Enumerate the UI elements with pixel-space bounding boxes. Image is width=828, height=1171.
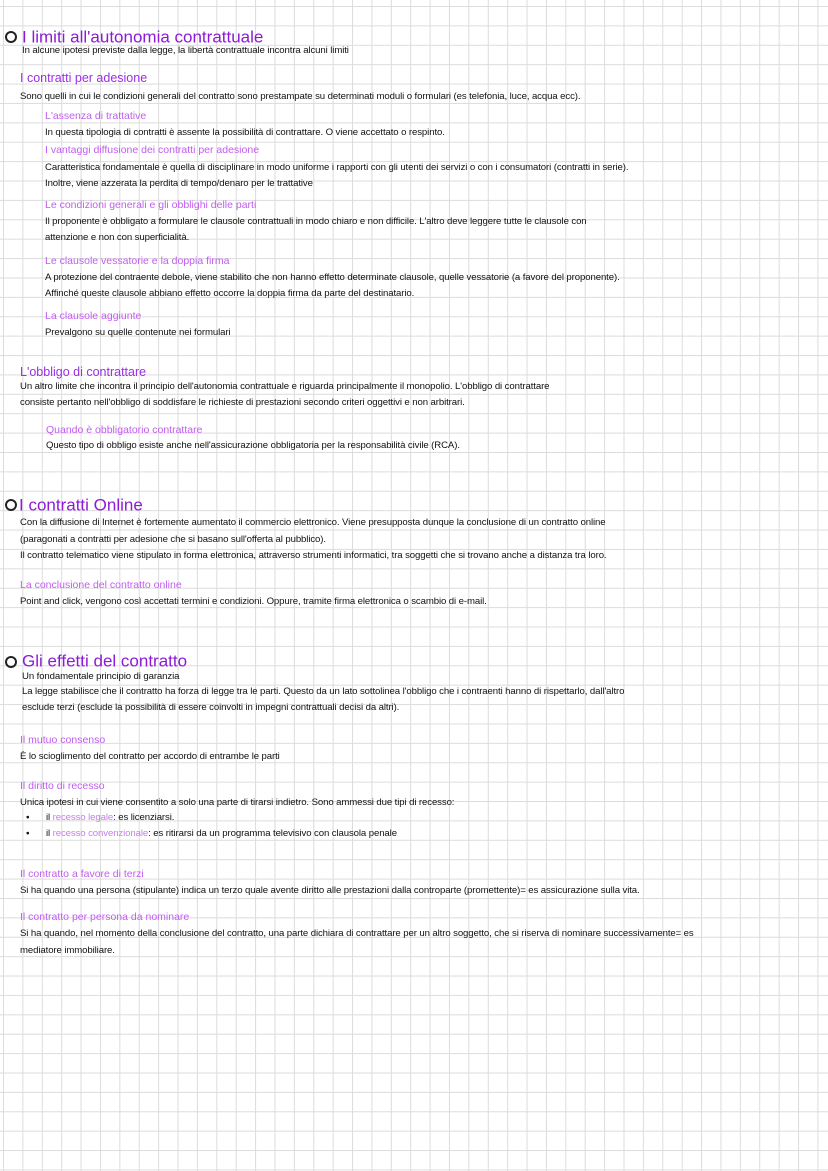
paragraph: La legge stabilisce che il contratto ha forza di legge tra le parti. Questo da un lato sottolinea l'obbligo che i contraenti hanno di rispettarlo, dall'altro — [22, 686, 625, 698]
subsection-heading: La conclusione del contratto online — [20, 578, 182, 591]
bullet-dot-icon: • — [26, 828, 30, 840]
section-bullet-icon — [5, 656, 17, 668]
paragraph: Affinché queste clausole abbiano effetto occorre la doppia firma da parte del destinatario. — [45, 288, 415, 300]
paragraph: Il contratto telematico viene stipulato in forma elettronica, attraverso strumenti informatici, tra soggetti che si trovano anche a distanza tra loro. — [20, 550, 607, 562]
paragraph: Unica ipotesi in cui viene consentito a solo una parte di tirarsi indietro. Sono ammessi due tipi di recesso: — [20, 797, 455, 809]
paragraph: A protezione del contraente debole, viene stabilito che non hanno effetto determinate clausole, quelle vessatorie (a favore del proponente). — [45, 272, 620, 284]
list-item — [46, 829, 397, 839]
subsection-heading: Il mutuo consenso — [20, 733, 106, 746]
bullet-rest: : es licenziarsi. — [113, 812, 175, 824]
bullet-term: recesso convenzionale — [52, 828, 149, 840]
subsection-heading: L'obbligo di contrattare — [20, 364, 147, 379]
bullet-prefix: il — [46, 828, 53, 840]
section-bullet-icon — [5, 499, 17, 511]
section-title: Gli effetti del contratto — [22, 651, 188, 671]
item-heading: L'assenza di trattative — [45, 109, 147, 122]
paragraph: Un fondamentale principio di garanzia — [22, 671, 180, 683]
paragraph: Con la diffusione di Internet è fortemente aumentato il commercio elettronico. Viene presupposta dunque la conclusione di un contratto online — [20, 517, 606, 529]
paragraph: Prevalgono su quelle contenute nei formulari — [45, 327, 231, 339]
paragraph: (paragonati a contratti per adesione che si basano sull'offerta al pubblico). — [20, 534, 326, 546]
paragraph: Questo tipo di obbligo esiste anche nell'assicurazione obbligatoria per la responsabilità civile (RCA). — [46, 440, 460, 452]
paragraph: consiste pertanto nell'obbligo di soddisfare le richieste di prestazioni secondo criteri oggettivi e non arbitrari. — [20, 397, 465, 409]
item-heading: Le clausole vessatorie e la doppia firma — [45, 254, 230, 267]
paragraph: Si ha quando, nel momento della conclusione del contratto, una parte dichiara di contrattare per un altro soggetto, che si riserva di nominare successivamente= es — [20, 928, 694, 940]
bullet-prefix: il — [46, 812, 53, 824]
paragraph: Un altro limite che incontra il principio dell'autonomia contrattuale e riguarda principalmente il monopolio. L'obbligo di contrattare — [20, 381, 550, 393]
paragraph: esclude terzi (esclude la possibilità di essere coinvolti in impegni contrattuali decisi da altri). — [22, 702, 400, 714]
section-intro: In alcune ipotesi previste dalla legge, la libertà contrattuale incontra alcuni limiti — [22, 45, 349, 57]
subsection-heading: I contratti per adesione — [20, 70, 148, 85]
paragraph: Caratteristica fondamentale è quella di disciplinare in modo uniforme i rapporti con gli utenti dei servizi o con i consumatori (contratti in serie). — [45, 162, 629, 174]
list-item — [46, 813, 174, 823]
subsection-heading: Il contratto a favore di terzi — [20, 867, 144, 880]
paragraph: mediatore immobiliare. — [20, 945, 115, 957]
item-heading: Quando è obbligatorio contrattare — [46, 423, 203, 436]
section-title: I limiti all'autonomia contrattuale — [22, 27, 264, 47]
paragraph: Il proponente è obbligato a formulare le clausole contrattuali in modo chiaro e non difficile. L'altro deve leggere tutte le clausole con — [45, 216, 587, 228]
bullet-rest: : es ritirarsi da un programma televisivo con clausola penale — [148, 828, 397, 840]
paragraph: Inoltre, viene azzerata la perdita di tempo/denaro per le trattative — [45, 178, 313, 190]
section-bullet-icon — [5, 31, 17, 43]
paragraph: Point and click, vengono così accettati termini e condizioni. Oppure, tramite firma elettronica o scambio di e-mail. — [20, 596, 487, 608]
paragraph: È lo scioglimento del contratto per accordo di entrambe le parti — [20, 751, 280, 763]
bullet-term: recesso legale — [52, 812, 114, 824]
item-heading: La clausole aggiunte — [45, 309, 142, 322]
section-title: I contratti Online — [19, 495, 143, 515]
paragraph: Si ha quando una persona (stipulante) indica un terzo quale avente diritto alle prestazioni dalla controparte (promettente)= es assicurazione sulla vita. — [20, 885, 640, 897]
subsection-heading: Il diritto di recesso — [20, 779, 105, 792]
subsection-heading: Il contratto per persona da nominare — [20, 910, 190, 923]
paragraph: Sono quelli in cui le condizioni generali del contratto sono prestampate su determinati moduli o formulari (es telefonia, luce, acqua ecc). — [20, 91, 581, 103]
paragraph: In questa tipologia di contratti è assente la possibilità di contrattare. O viene accettato o respinto. — [45, 127, 445, 139]
paragraph: attenzione e non con superficialità. — [45, 232, 190, 244]
item-heading: Le condizioni generali e gli obblighi delle parti — [45, 198, 257, 211]
bullet-dot-icon: • — [26, 812, 30, 824]
item-heading: I vantaggi diffusione dei contratti per adesione — [45, 143, 260, 156]
